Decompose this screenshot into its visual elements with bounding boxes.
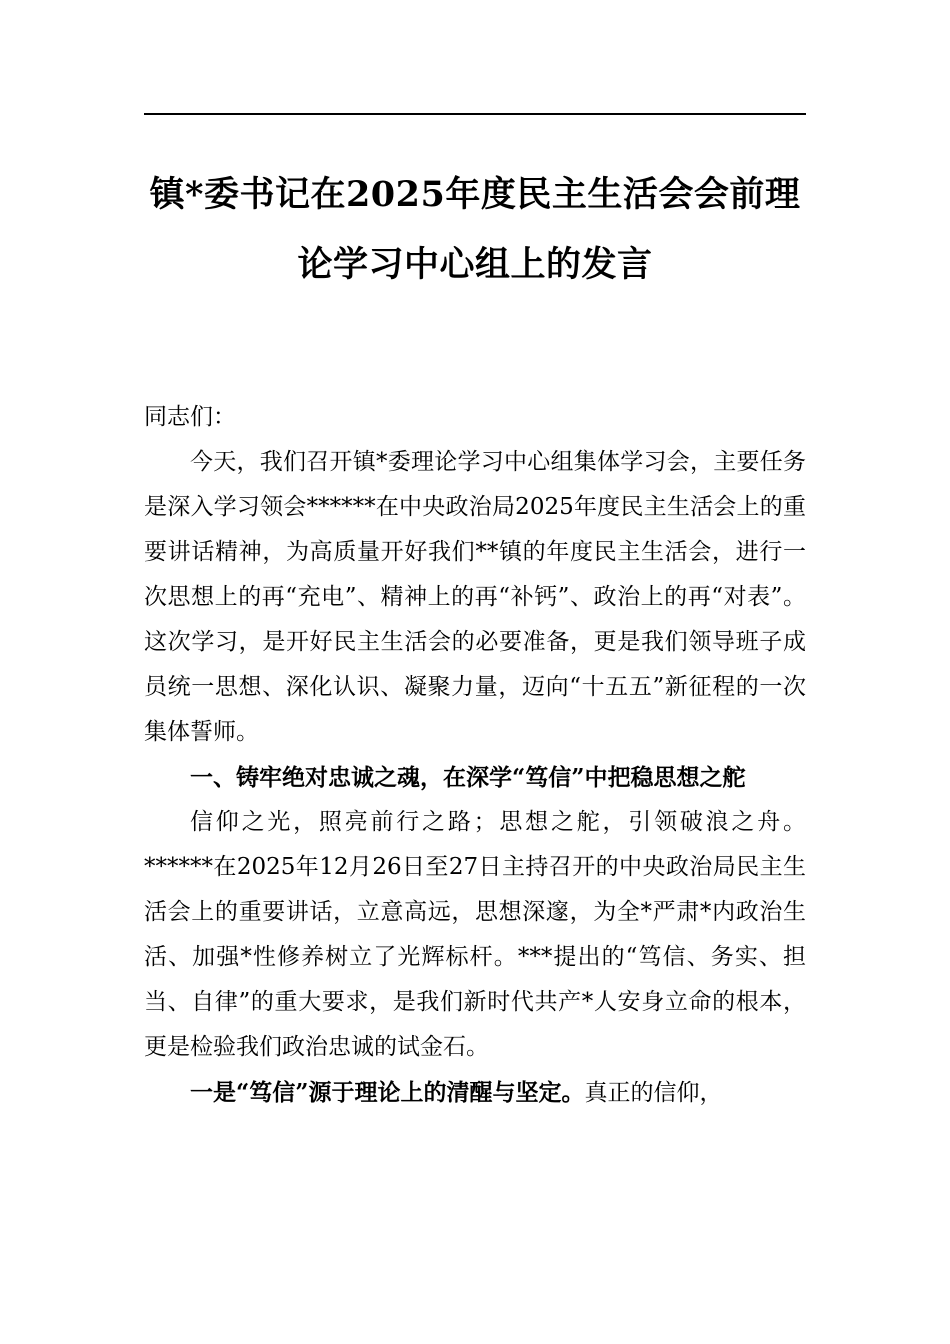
salutation: 同志们： <box>144 404 236 430</box>
paragraph-intro: 今天，我们召开镇*委理论学习中心组集体学习会，主要任务是深入学习领会******在中央政治局2025年度民主生活会上的重要讲话精神，为高质量开好我们**镇的年度民主生活会，进行一次思想上的再“充电”、精神上的再“补钙”、政治上的再“对表”。这次学习，是开好民主生活会的必要准备，更是我们领导班子成员统一思想、深化认识、凝聚力量，迈向“十五五”新征程的一次集体誓师。 <box>144 449 806 745</box>
document-body <box>144 395 806 1116</box>
paragraph-section-1: 信仰之光，照亮前行之路；思想之舵，引领破浪之舟。******在2025年12月26日至27日主持召开的中央政治局民主生活会上的重要讲话，立意高远，思想深邃，为全*严肃*内政治生活、加强*性修养树立了光辉标杆。***提出的“笃信、务实、担当、自律”的重大要求，是我们新时代共产*人安身立命的根本，更是检验我们政治忠诚的试金石。 <box>144 809 806 1060</box>
point-1-text: 真正的信仰， <box>584 1080 723 1106</box>
paragraph-point-1 <box>144 1070 806 1116</box>
section-heading-1: 一、铸牢绝对忠诚之魂，在深学“笃信”中把稳思想之舵 <box>190 764 746 791</box>
point-1-lead: 一是“笃信”源于理论上的清醒与坚定。 <box>190 1079 585 1106</box>
title-line-2: 论学习中心组上的发言 <box>297 244 653 285</box>
header-rule <box>144 113 806 115</box>
title-line-1: 镇*委书记在2025年度民主生活会会前理 <box>149 174 801 215</box>
document-title <box>130 160 820 300</box>
